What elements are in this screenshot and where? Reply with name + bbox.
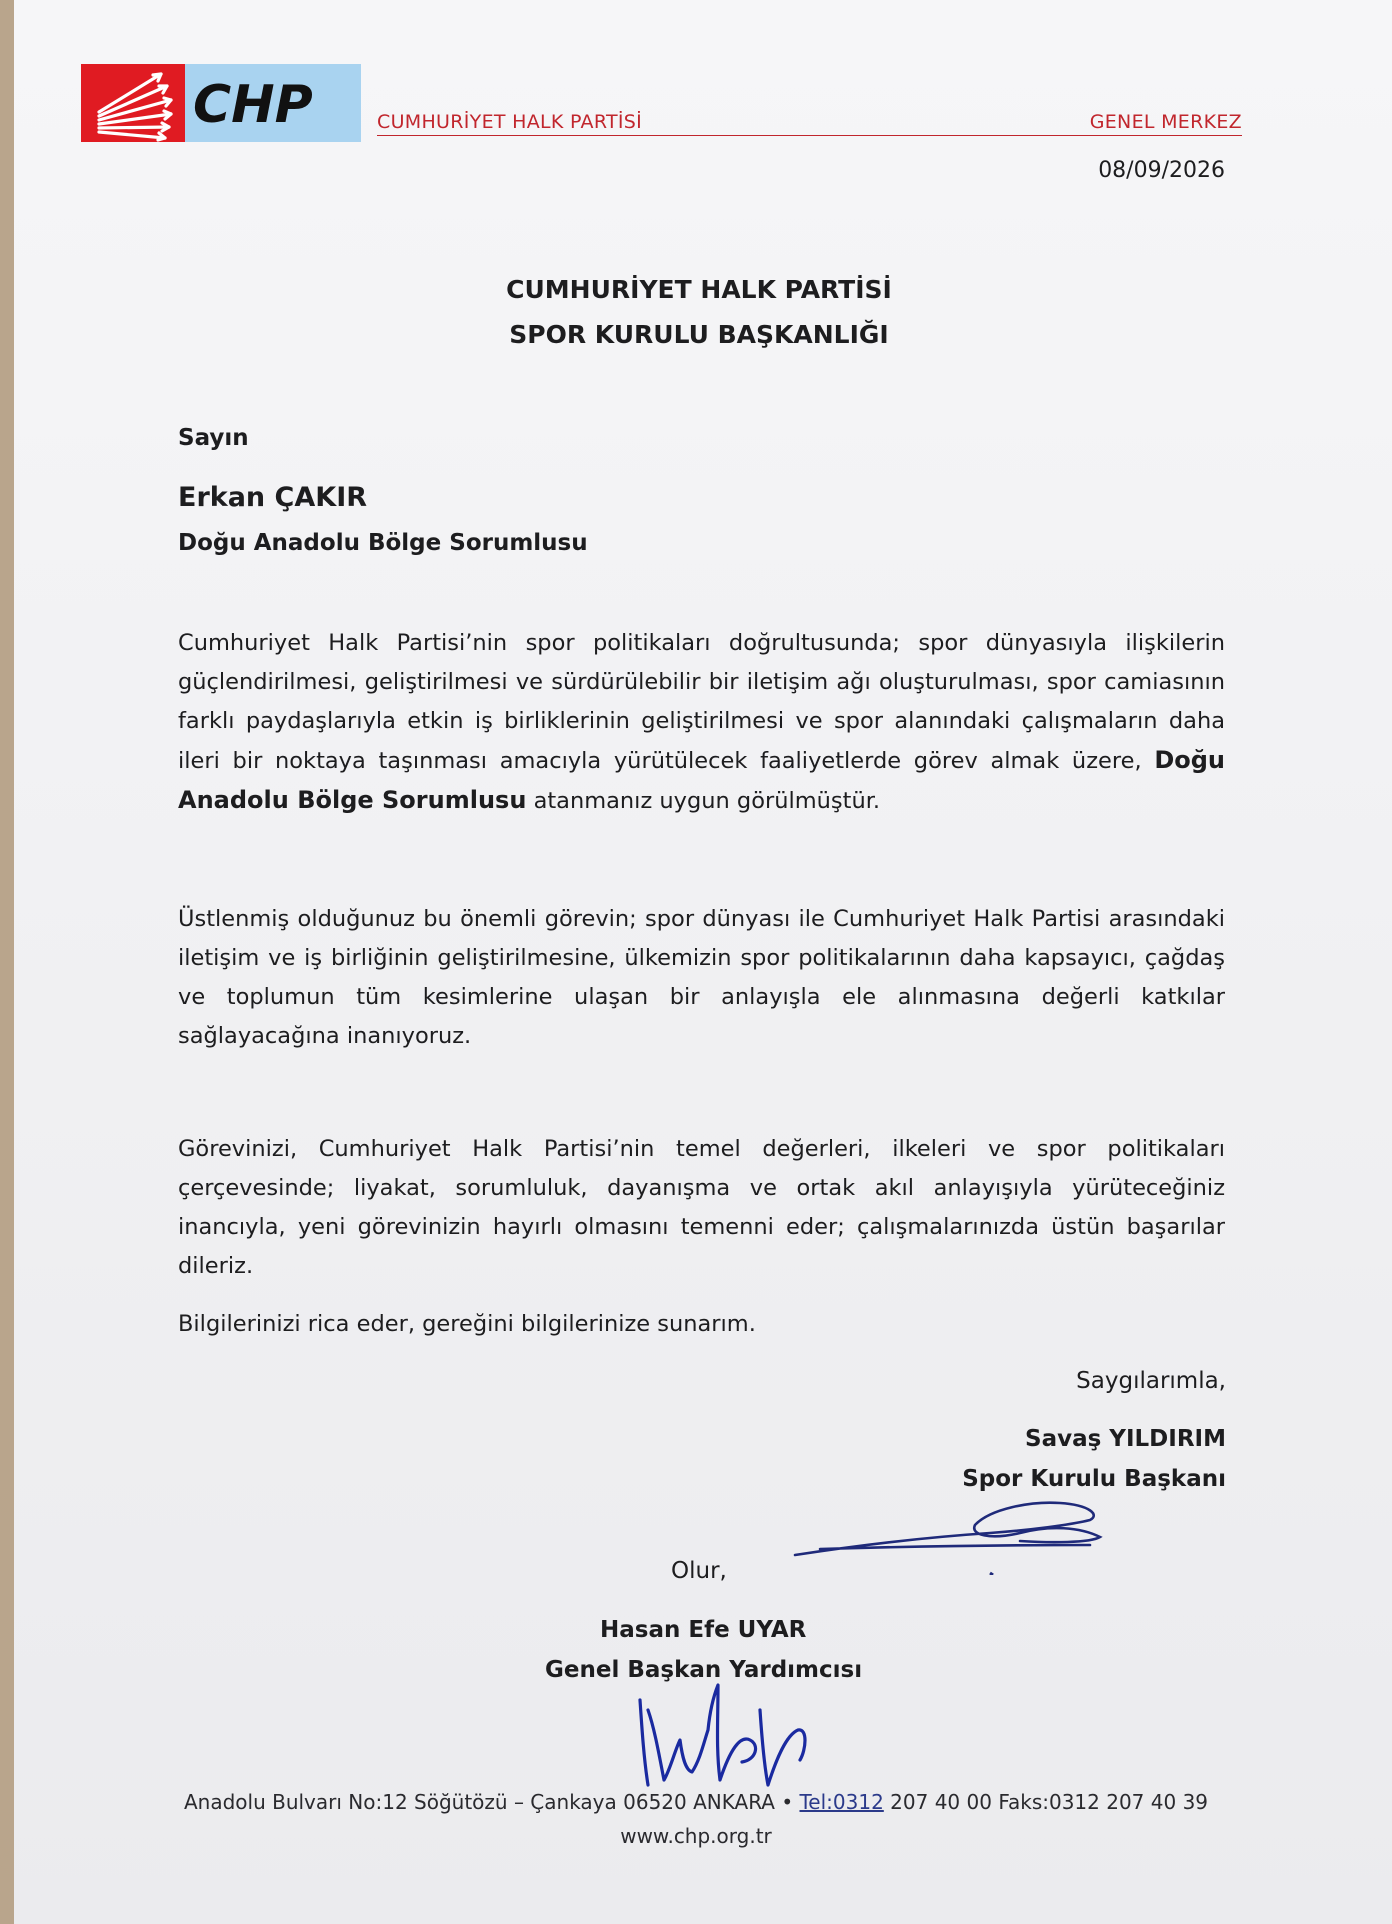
signature-2: [630, 1680, 840, 1790]
paragraph-4: Bilgilerinizi rica eder, gereğini bilgilerinize sunarım.: [178, 1311, 756, 1337]
paragraph-1-end: atanmanız uygun görülmüştür.: [533, 788, 881, 814]
recipient-name: Erkan ÇAKIR: [178, 482, 368, 513]
footer-address: Anadolu Bulvarı No:12 Söğütözü – Çankaya 06520 ANKARA: [183, 1790, 775, 1814]
closing: Saygılarımla,: [1076, 1368, 1226, 1394]
paragraph-3: Görevinizi, Cumhuriyet Halk Partisi’nin temel değerleri, ilkeleri ve spor politikaları çerçevesinde; liyakat, sorumluluk, dayanışma ve ortak akıl anlayışıyla yürüteceğiniz inancıyla, yeni görevinizin hayırlı olmasını temenni eder; çalışmalarınızda üstün başarılar dileriz.: [178, 1136, 1225, 1279]
approval-label: Olur,: [671, 1558, 727, 1584]
headquarters-label: GENEL MERKEZ: [1089, 111, 1242, 133]
paragraph-1-text: Cumhuriyet Halk Partisi’nin spor politikaları doğrultusunda; spor dünyasıyla ilişkilerin güçlendirilmesi, geliştirilmesi ve sürdürülebilir bir iletişim ağı oluşturulması, spor camiasının farklı paydaşlarıyla etkin iş birliklerinin geliştirilmesi ve spor alanındaki çalışmaların daha ileri bir noktaya taşınması amacıyla yürütülecek faaliyetlerde görev almak üzere,: [178, 630, 1225, 774]
footer-website[interactable]: www.chp.org.tr: [620, 1824, 772, 1848]
recipient-title: Doğu Anadolu Bölge Sorumlusu: [178, 530, 588, 556]
logo-text: CHP: [193, 75, 313, 135]
org-name: CUMHURİYET HALK PARTİSİ: [377, 111, 643, 133]
letter-date: 08/09/2026: [1098, 158, 1225, 183]
heading-line-1: CUMHURİYET HALK PARTİSİ: [506, 275, 892, 304]
footer-address-line: [0, 1790, 1392, 1814]
signature-1: [790, 1495, 1110, 1575]
chp-logo-graphic: [81, 64, 361, 142]
paragraph-2: Üstlenmiş olduğunuz bu önemli görevin; spor dünyası ile Cumhuriyet Halk Partisi arasındaki iletişim ve iş birliğinin geliştirilmesine, ülkemizin spor politikalarının daha kapsayıcı, çağdaş ve toplumun tüm kesimlerine ulaşan bir anlayışla ele alınmasına değerli katkılar sağlayacağına inanıyoruz.: [178, 906, 1225, 1049]
signer-1-name: Savaş YILDIRIM: [1025, 1426, 1226, 1452]
footer-phone-fax: 207 40 00 Faks:0312 207 40 39: [890, 1790, 1209, 1814]
signer-2-name: Hasan Efe UYAR: [600, 1617, 807, 1643]
heading-line-2: SPOR KURULU BAŞKANLIĞI: [509, 320, 889, 349]
signer-1-title: Spor Kurulu Başkanı: [962, 1466, 1226, 1492]
paragraph-1-bold: Doğu Anadolu Bölge Sorumlusu: [178, 746, 1225, 814]
letterhead-rule: [377, 135, 1242, 136]
footer-bullet: •: [781, 1790, 794, 1814]
signer-2-title: Genel Başkan Yardımcısı: [545, 1657, 863, 1683]
salutation: Sayın: [178, 425, 249, 451]
chp-logo: [81, 64, 361, 142]
paragraph-1: [178, 624, 1225, 821]
footer-tel-link[interactable]: Tel:0312: [799, 1790, 884, 1814]
